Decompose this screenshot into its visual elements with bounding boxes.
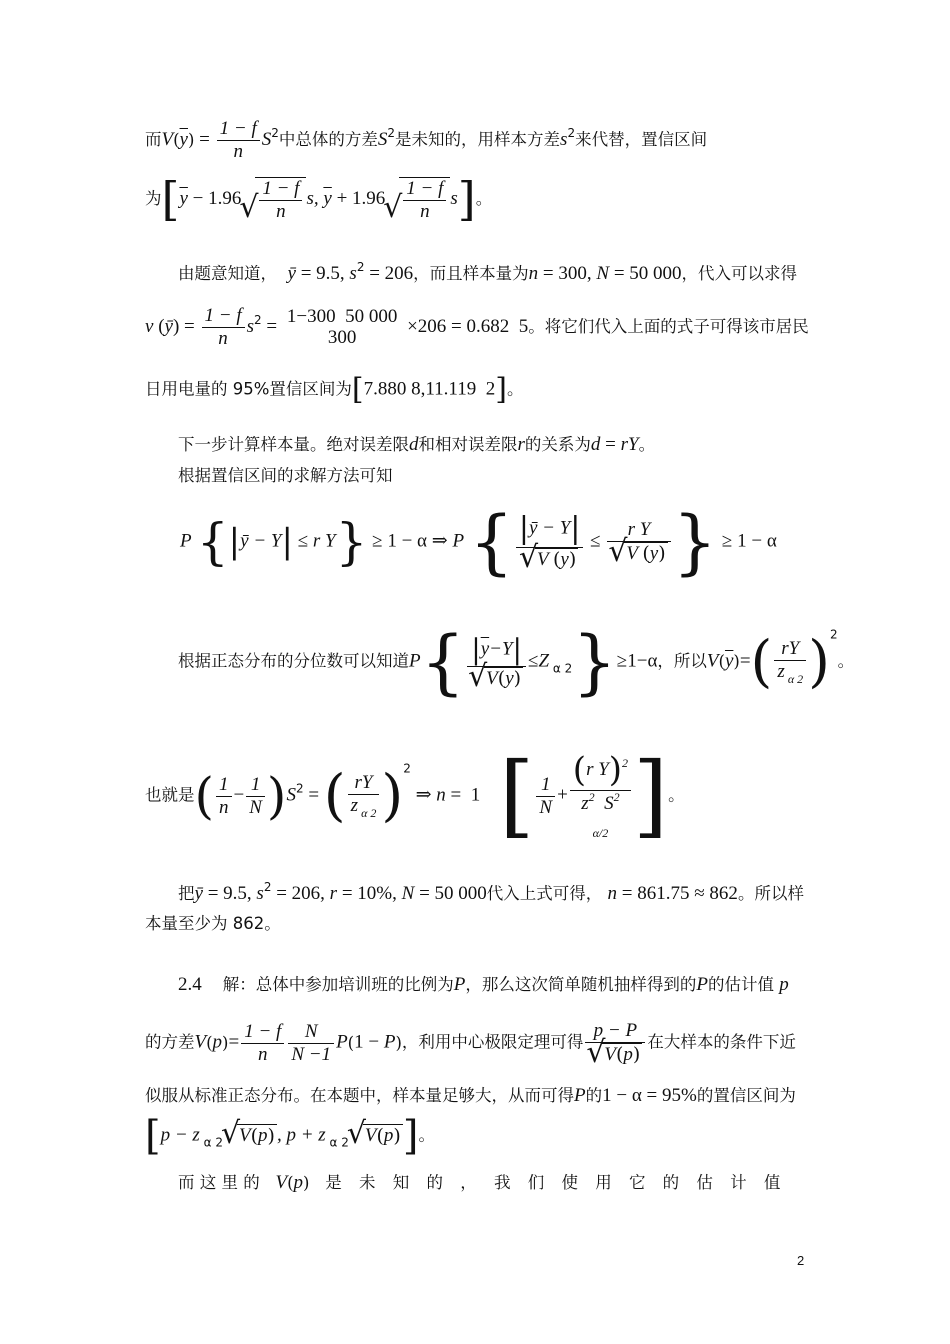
line-5: 日用电量的 95%置信区间为[7.880 8,11.119 2]。	[145, 372, 524, 407]
text: 而 这 里 的	[178, 1173, 260, 1192]
text: 的	[585, 1086, 603, 1105]
text: 是 未 知 的 ， 我 们 使 用 它 的 估 计 值	[325, 1173, 787, 1192]
text: 代入上式可得，	[486, 884, 603, 903]
line-2: 为[$\overline{y} - 1.96$ √ $\frac{1 - f}{n}$ s, $\overline{y} + 1.96$ √ $\frac{1 - f}{n}$ s]。	[145, 172, 492, 227]
line-1: 而$V(\overline{y})$ = $\frac{1 - f}{n}$ $S^2$中总体的方差$S^2$是未知的，用样本方差$s^2$来代替，置信区间	[145, 118, 708, 162]
text: 为	[145, 189, 162, 209]
line-6: 下一步计算样本量。绝对误差限d和相对误差限r的关系为d = rY。	[178, 434, 656, 455]
text: 。将它们代入上面的式子可得该市居民	[528, 316, 809, 336]
text: 把	[178, 884, 195, 903]
text: 。	[638, 435, 656, 454]
text: 是未知的，用样本方差	[395, 129, 561, 149]
text: 的方差	[145, 1032, 195, 1052]
text: 中总体的方差	[278, 129, 378, 149]
line-3: 由题意知道， ȳ = 9.5, $s^2 = 206$，而且样本量为n = 300, N = 50 000，代入可以求得	[178, 260, 798, 284]
text: 由题意知道，	[178, 264, 277, 283]
text: ，利用中心极限定理可得	[401, 1032, 584, 1052]
line-ba: 把ȳ = 9.5, $s^2 = 206$, r = 10%, N = 50 000代入上式可得， n = 861.75 ≈ 862。所以样	[178, 880, 804, 904]
line-sifu: 似服从标准正态分布。在本题中，样本量足够大，从而可得P的1 − α = 95%的置信区间为	[145, 1085, 796, 1106]
formula-1: P {|ȳ − Y| ≤ r Y} ≥ 1 − α ⇒ P { |ȳ − Y| √ V $(\overline{y})$ ≤ r Y √ V $(\overline{y})$ } ≥ 1 − α	[180, 500, 777, 584]
text: 根据正态分布的分位数可以知道	[178, 651, 409, 671]
line-interval-p: [p − z $_{\alpha 2}$ √ V(p) , p + z $_{\alpha 2}$ √ V(p)]。	[145, 1112, 435, 1160]
text: 。	[668, 785, 685, 805]
text: 。	[506, 379, 524, 399]
text: 来代替，置信区间	[575, 129, 708, 149]
text: 在大样本的条件下近	[647, 1032, 796, 1052]
line-7	[178, 466, 393, 486]
text: 。	[837, 651, 855, 671]
line-benliang	[145, 914, 281, 934]
page-number: 2	[797, 1253, 805, 1268]
text: 和相对误差限	[418, 435, 518, 454]
text: ，那么这次简单随机抽样得到的	[465, 975, 697, 994]
text: 根据置信区间的求解方法可知	[178, 466, 393, 485]
line-2-4: 2.4 解：总体中参加培训班的比例为P，那么这次简单随机抽样得到的P的估计值 p	[178, 974, 789, 995]
text: 而	[145, 129, 162, 149]
text: 似服从标准正态分布。在本题中，样本量足够大，从而可得	[145, 1086, 574, 1105]
text: ，所以	[657, 651, 707, 671]
text: 的关系为	[524, 435, 591, 454]
text: 本量至少为 862。	[145, 914, 281, 933]
line-fangcha: 的方差V(p)= $\frac{1 - f}{n}$ $\frac{N}{N -1}$ P(1 − P)，利用中心极限定理可得 p − P √ V(p) 在大样本的条件下近	[145, 1020, 796, 1066]
formula-3-line: 也就是( $\frac{1}{n}$ − $\frac{1}{N}$ )$S^2$ = ( $\frac{rY}{z _{\alpha 2}}$ )$^2$ ⇒ n = 1 [ $\frac{1}{N}$ + (r Y)$^2$ $z^2$ $S^2$ $_{\alpha/2}$ ]。	[145, 743, 685, 848]
text: 也就是	[145, 785, 195, 805]
line-last: 而 这 里 的 V(p) 是 未 知 的 ， 我 们 使 用 它 的 估 计 值	[178, 1172, 787, 1193]
formula-2-line: 根据正态分布的分位数可以知道P{ $|\overline{y}-Y|$ √ $V(\overline{y})$ ≤Z $_{\alpha 2}$}≥1−α，所以$V(\overline{y})=$( $\frac{rY}{z _{\alpha 2}}$ )$^2$。	[178, 620, 854, 704]
text: 。	[418, 1125, 435, 1145]
text: ，而且样本量为	[413, 264, 529, 283]
text: 的置信区间为	[696, 1086, 796, 1105]
text: 下一步计算样本量。绝对误差限	[178, 435, 409, 454]
text: 解：总体中参加培训班的比例为	[222, 975, 454, 994]
text: ，代入可以求得	[681, 264, 798, 283]
text: 的估计值	[707, 975, 774, 994]
text: 日用电量的 95%置信区间为	[145, 379, 352, 399]
problem-number: 2.4	[178, 974, 202, 995]
text: 。所以样	[737, 884, 804, 903]
text: 。	[475, 189, 493, 209]
line-4: v (ȳ) = $\frac{1 - f}{n}$ $s^2$ = 1−300 50 000 300 ×206 = 0.682 5。将它们代入上面的式子可得该市居民	[145, 305, 809, 349]
